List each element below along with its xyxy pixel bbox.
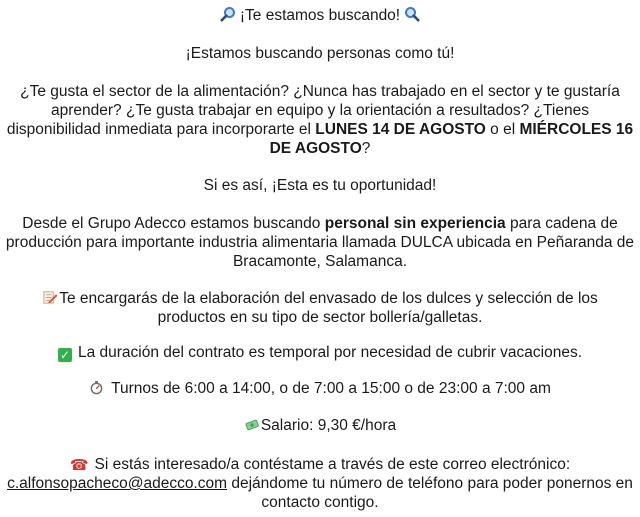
posting-subheading: ¡Estamos buscando personas como tú! xyxy=(185,45,455,62)
questions-line-2: aprender? ¿Te gusta trabajar en equipo y la orientación a resultados? ¿Tienes xyxy=(51,102,589,119)
contract-line xyxy=(0,343,640,362)
tasks-line-2: productos en su tipo de sector bollería/galletas. xyxy=(157,309,483,326)
contact-text-2: dejándome tu número de teléfono para poder ponernos en xyxy=(227,475,633,492)
company-text-post: para cadena de xyxy=(505,215,618,232)
availability-text: disponibilidad inmediata para incorporarte el xyxy=(6,121,316,138)
company-line-1 xyxy=(0,214,640,233)
no-experience-highlight: personal sin experiencia xyxy=(324,215,506,232)
memo-icon xyxy=(42,290,57,310)
company-line-3: Bracamonte, Salamanca. xyxy=(232,253,408,270)
telephone-icon: ☎ xyxy=(69,456,89,474)
question-mark: ? xyxy=(361,140,371,157)
questions-line-1: ¿Te gusta el sector de la alimentación? ¿Nunca has trabajado en el sector y te gustaría xyxy=(20,83,620,100)
tasks-text-1: Te encargarás de la elaboración del envasado de los dulces y selección de los xyxy=(59,290,598,307)
questions-line-3 xyxy=(0,120,640,139)
availability-connector: o el xyxy=(485,121,520,138)
contact-line-3: contacto contigo. xyxy=(261,494,379,511)
stopwatch-icon xyxy=(89,380,104,400)
magnifier-tilted-left-icon xyxy=(220,6,236,27)
contact-line-1 xyxy=(0,455,640,475)
start-date-wednesday-part1: MIÉRCOLES 16 xyxy=(519,121,634,138)
contact-line-2 xyxy=(0,474,640,493)
questions-line-4 xyxy=(0,139,640,158)
shifts-text: Turnos de 6:00 a 14:00, o de 7:00 a 15:00 o de 23:00 a 7:00 am xyxy=(111,380,551,397)
company-line-2: producción para importante industria alimentaria llamada DULCA ubicada en Peñaranda de xyxy=(5,234,635,251)
salary-text: Salario: 9,30 €/hora xyxy=(260,417,397,434)
contact-text-1: Si estás interesado/a contéstame a través de este correo electrónico: xyxy=(94,456,571,473)
check-mark-button-icon: ✓ xyxy=(59,348,70,362)
tasks-line-1 xyxy=(0,289,640,310)
magnifier-tilted-right-icon xyxy=(404,6,420,27)
posting-heading xyxy=(0,6,640,27)
contact-email-link[interactable]: c.alfonsopacheco@adecco.com xyxy=(7,475,228,492)
heading-text: ¡Te estamos buscando! xyxy=(239,7,401,24)
start-date-wednesday-part2: DE AGOSTO xyxy=(269,140,362,157)
opportunity-text: Si es así, ¡Esta es tu oportunidad! xyxy=(203,177,437,194)
salary-line xyxy=(0,416,640,437)
shifts-line xyxy=(0,379,640,400)
start-date-monday: LUNES 14 DE AGOSTO xyxy=(315,121,486,138)
money-with-wings-icon xyxy=(244,417,260,437)
company-text-pre: Desde el Grupo Adecco estamos buscando xyxy=(22,215,325,232)
contract-text: La duración del contrato es temporal por necesidad de cubrir vacaciones. xyxy=(77,344,583,361)
